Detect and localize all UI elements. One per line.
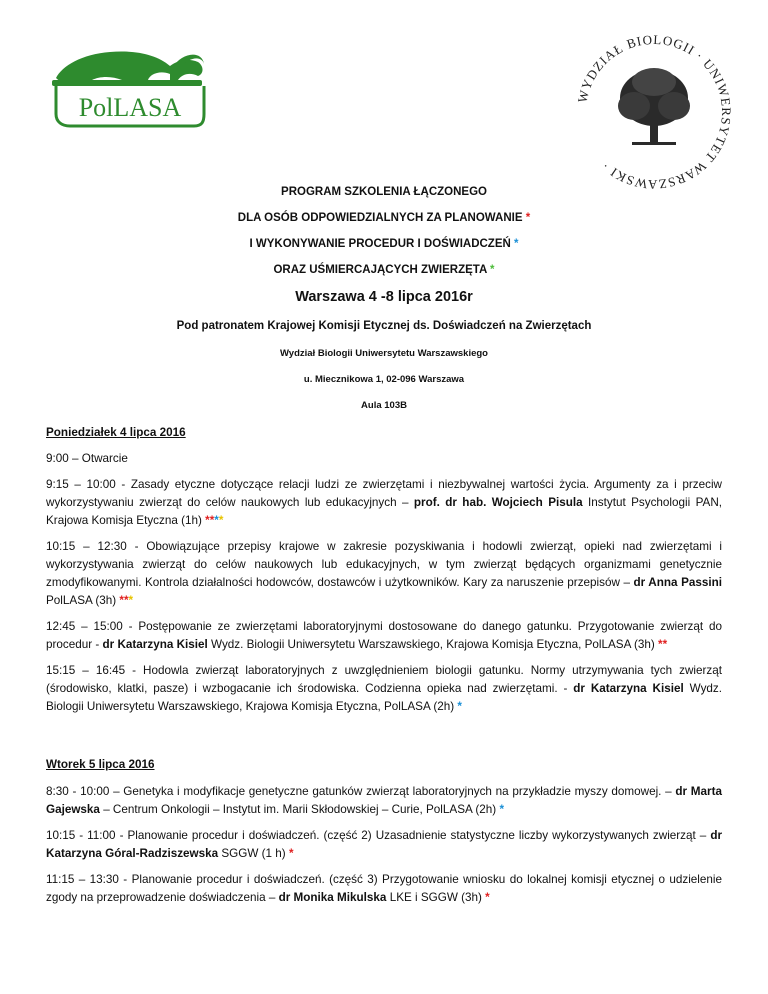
session-affiliation: Wydz. Biologii Uniwersytetu Warszawskiego, Krajowa Komisja Etyczna, PolLASA (2h) <box>46 682 723 713</box>
lecturer-name: dr Monika Mikulska <box>278 891 387 904</box>
subtitle-1-text: DLA OSÓB ODPOWIEDZIALNYCH ZA PLANOWANIE <box>237 212 523 224</box>
session-affiliation: – Centrum Onkologii – Instytut im. Marii Skłodowskiej – Curie, PolLASA (2h) <box>103 803 497 816</box>
red-star-marker: * <box>119 594 124 607</box>
red-star-marker: * <box>209 514 215 527</box>
lecturer-name: dr Katarzyna Kisiel <box>573 682 684 695</box>
red-star-marker: * <box>525 212 531 224</box>
patronage-line: Pod patronatem Krajowej Komisji Etycznej ds. Doświadczeń na Zwierzętach <box>176 320 592 332</box>
faculty-line: Wydział Biologii Uniwersytetu Warszawskiego <box>280 348 488 359</box>
blue-star-marker: * <box>457 700 462 713</box>
session-text: 12:45 – 15:00 - Postępowanie ze zwierzętami laboratoryjnymi dostosowane do danego gatunku. Przygotowanie zwierząt do procedur - <box>46 620 722 651</box>
blue-star-marker: * <box>214 514 219 527</box>
yellow-star-marker: * <box>218 514 224 527</box>
red-star-marker: * <box>123 594 129 607</box>
seal-ring-text: WYDZIAŁ BIOLOGII · UNIWERSYTET WARSZAWSKI · <box>574 31 735 193</box>
tuesday-section <box>46 756 722 907</box>
monday-session-3 <box>46 618 722 654</box>
lecturer-name: prof. dr hab. Wojciech Pisula <box>413 496 583 509</box>
session-text: 11:15 – 13:30 - Planowanie procedur i doświadczeń. (część 3) Przygotowanie wniosku do lokalnej komisji etycznej o udzielenie zgody na przeprowadzenie doświadczenia – <box>46 873 722 904</box>
event-dates: Warszawa 4 -8 lipca 2016r <box>295 289 473 305</box>
red-star-marker: * <box>205 514 210 527</box>
lecturer-name: dr Marta Gajewska <box>46 785 722 816</box>
blue-star-marker: * <box>514 238 519 250</box>
green-star-marker: * <box>490 264 495 276</box>
polasa-base-bar <box>52 80 202 86</box>
monday-session-2 <box>46 538 722 610</box>
blue-star-marker: * <box>499 803 504 816</box>
address-line: u. Miecznikowa 1, 02-096 Warszawa <box>303 374 465 385</box>
subtitle-2-text: I WYKONYWANIE PROCEDUR I DOŚWIADCZEŃ <box>249 238 511 250</box>
red-star-marker: * <box>662 638 668 651</box>
lecturer-name: dr Katarzyna Góral-Radziszewska <box>46 829 723 860</box>
program-subtitle-2 <box>0 238 768 250</box>
session-text: 15:15 – 16:45 - Hodowla zwierząt laboratoryjnych z uwzględnieniem biologii gatunku. Normy utrzymywania tych zwierząt (środowisko, klatki, pasze) i wzbogacanie ich środowiska. Codzienna opieka nad zwierzętami. - <box>46 664 722 695</box>
oak-tree-icon <box>618 68 690 145</box>
session-text: 9:15 – 10:00 - Zasady etyczne dotyczące relacji ludzi ze zwierzętami i niezbywalnej wartości życia. Argumenty za i przeciw wykorzystywaniu zwierząt do celów naukowych lub edukacyjnych – <box>46 478 722 509</box>
session-text: 10:15 - 11:00 - Planowanie procedur i doświadczeń. (część 2) Uzasadnienie statystyczne liczby wykorzystywanych zwierząt – <box>46 829 707 842</box>
session-affiliation: PolLASA (3h) <box>46 594 117 607</box>
subtitle-3-text: ORAZ UŚMIERCAJĄCYCH ZWIERZĘTA <box>273 264 487 276</box>
session-affiliation: LKE i SGGW (3h) <box>389 891 482 904</box>
session-text: 10:15 – 12:30 - Obowiązujące przepisy krajowe w zakresie pozyskiwania i hodowli zwierząt, opieki nad zwierzętami i wykorzystywania zwierząt do celów naukowych lub edukacyjnych, w tym zwierząt będących organizmami genetycznie zmodyfikowanymi. Kontrola działalności hodowców, dostawców i użytkowników. Kary za naruszenie przepisów – <box>46 540 722 589</box>
red-star-marker: * <box>288 847 294 860</box>
monday-heading: Poniedziałek 4 lipca 2016 <box>46 426 186 439</box>
session-text: 8:30 - 10:00 – Genetyka i modyfikacje genetyczne gatunków zwierząt laboratoryjnych na przykładzie myszy domowej. – <box>46 785 672 798</box>
program-title: PROGRAM SZKOLENIA ŁĄCZONEGO <box>281 186 487 198</box>
monday-section <box>46 424 722 716</box>
polasa-logo <box>52 44 208 128</box>
session-affiliation: SGGW (1 h) <box>221 847 286 860</box>
tuesday-heading: Wtorek 5 lipca 2016 <box>46 758 155 771</box>
faculty-seal-logo <box>568 26 740 198</box>
session-affiliation: Wydz. Biologii Uniwersytetu Warszawskiego, Krajowa Komisja Etyczna, PolLASA (3h) <box>211 638 655 651</box>
tuesday-session-2 <box>46 827 722 863</box>
red-star-marker: * <box>485 891 490 904</box>
monday-session-1 <box>46 476 722 530</box>
yellow-star-marker: * <box>128 594 134 607</box>
lecturer-name: dr Katarzyna Kisiel <box>102 638 208 651</box>
program-subtitle-3 <box>0 264 768 276</box>
monday-opening: 9:00 – Otwarcie <box>46 452 128 465</box>
red-star-marker: * <box>658 638 663 651</box>
room-line: Aula 103B <box>361 400 407 411</box>
lecturer-name: dr Anna Passini <box>633 576 722 589</box>
session-affiliation: Instytut Psychologii PAN, Krajowa Komisja Etyczna (1h) <box>46 496 723 527</box>
program-subtitle-1 <box>0 212 768 224</box>
tuesday-session-3 <box>46 871 722 907</box>
tuesday-session-1 <box>46 783 722 819</box>
monday-session-4 <box>46 662 722 716</box>
polasa-logo-text: PolLASA <box>78 93 182 122</box>
